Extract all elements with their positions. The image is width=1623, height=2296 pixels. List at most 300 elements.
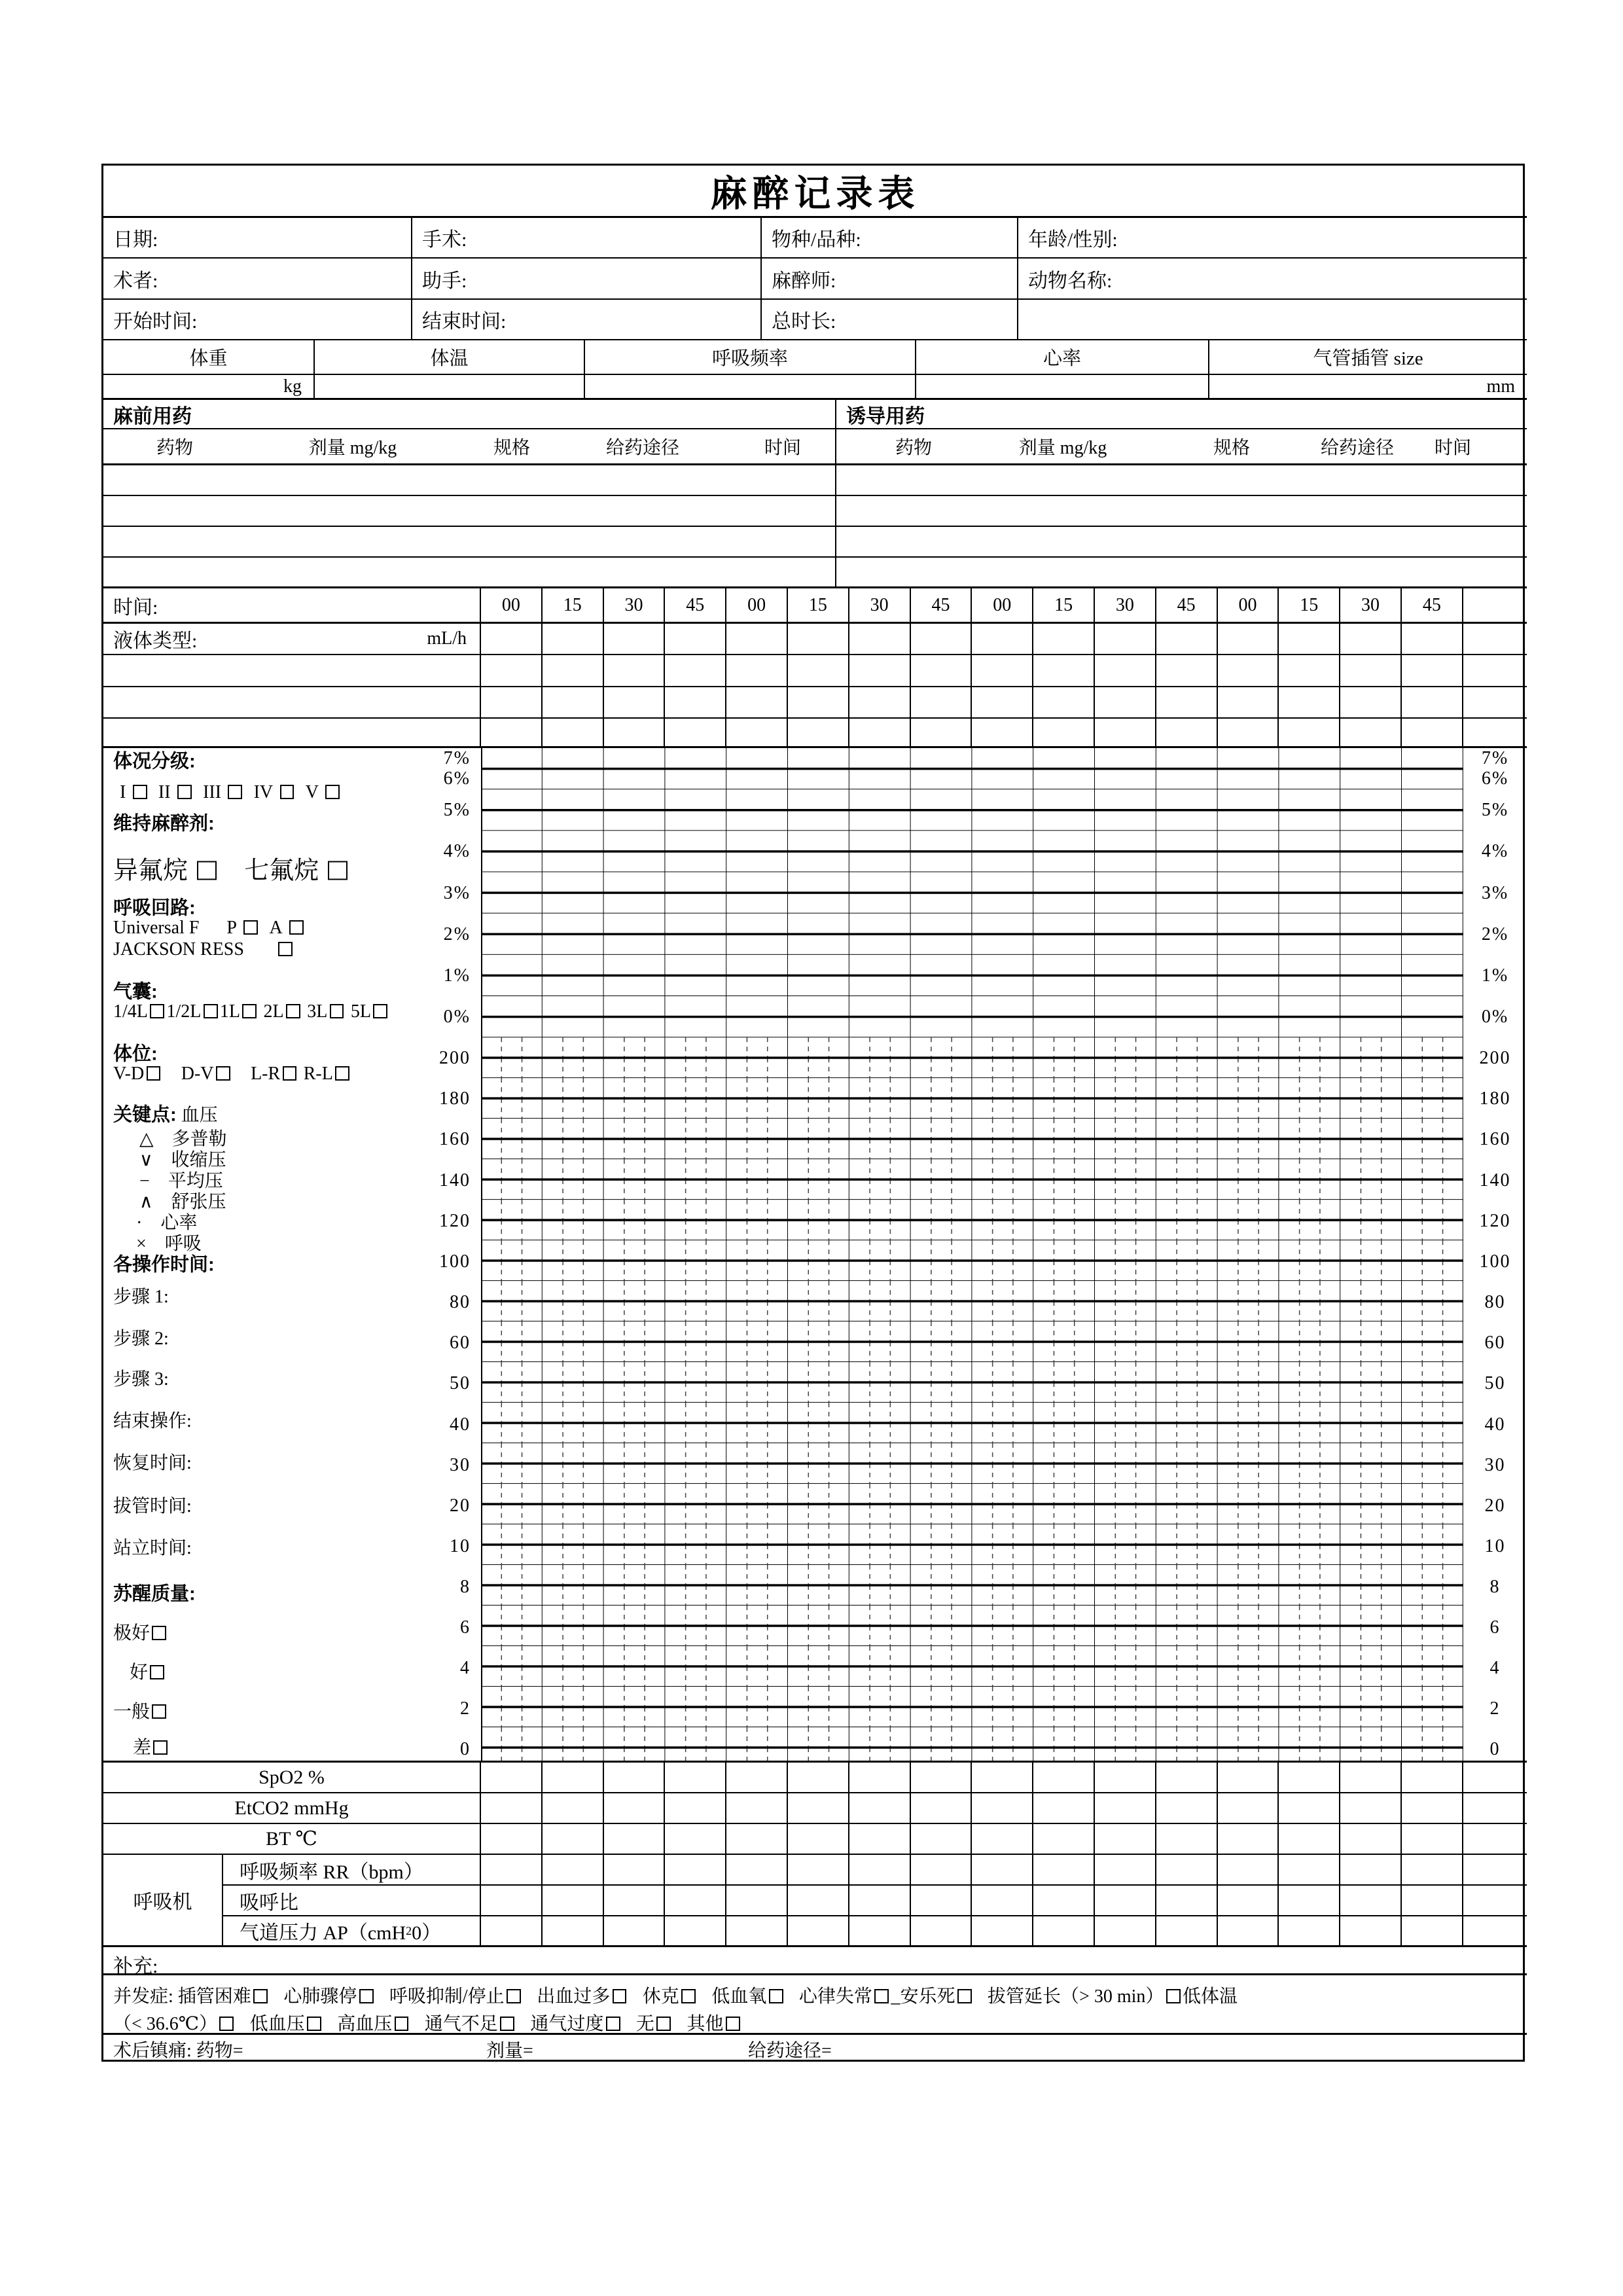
numeric-scale-label: 8	[1489, 1577, 1501, 1597]
grid-cell	[726, 719, 788, 746]
grid-cell	[1095, 1886, 1156, 1915]
position-options: V-D D-V L-R R-L	[113, 1064, 351, 1085]
grid-cell	[1033, 1824, 1095, 1854]
respiratory-rate-value-cell	[585, 375, 916, 398]
bt-label: BT ℃	[103, 1824, 481, 1854]
position-label: 体位:	[113, 1043, 158, 1065]
checkbox[interactable]	[681, 1989, 696, 2003]
chart-sidebar	[103, 748, 481, 1761]
grid-cell	[911, 1886, 972, 1915]
numeric-scale-label: 0	[1489, 1739, 1501, 1759]
premed-columns	[103, 429, 836, 463]
premed-entry-cell	[103, 527, 836, 556]
grid-cell	[1463, 624, 1527, 654]
total-duration-field: 总时长:	[762, 300, 1018, 339]
grid-cell	[1033, 1916, 1095, 1945]
percent-scale-label: 2%	[1481, 924, 1509, 944]
numeric-scale-label: 160	[439, 1129, 471, 1149]
grid-cell	[665, 687, 726, 717]
entry-cell-strip	[481, 719, 1527, 746]
checkbox[interactable]	[1166, 1989, 1181, 2003]
grid-cell	[665, 655, 726, 686]
grid-cell	[911, 687, 972, 717]
grid-cell: 00	[481, 588, 543, 622]
grid-cell	[604, 1824, 666, 1854]
grid-cell	[726, 1763, 788, 1792]
grid-cell	[543, 1763, 604, 1792]
chart-zone	[103, 748, 1527, 1763]
legend-respiration: × 呼吸	[136, 1234, 202, 1254]
grid-cell	[1156, 1886, 1218, 1915]
grid-cell	[849, 1855, 911, 1884]
numeric-scale-label: 2	[1489, 1698, 1501, 1719]
grid-cell	[1218, 1793, 1279, 1823]
grid-cell	[665, 1886, 726, 1915]
grid-cell	[849, 1793, 911, 1823]
numeric-scale-label: 10	[450, 1536, 471, 1556]
grid-cell	[1156, 1916, 1218, 1945]
numeric-scale-label: 20	[1484, 1496, 1506, 1516]
step2: 步骤 2:	[113, 1329, 169, 1349]
grid-cell	[1033, 1886, 1095, 1915]
grid-cell	[972, 624, 1033, 654]
heart-rate-header: 心率	[916, 340, 1209, 374]
grid-cell	[1218, 1824, 1279, 1854]
complications-row	[103, 1975, 1527, 2035]
med-col-header: 剂量 mg/kg	[1018, 438, 1107, 458]
checkbox[interactable]	[228, 785, 242, 799]
grid-cell	[1463, 1824, 1527, 1854]
age-sex-field: 年龄/性别:	[1028, 229, 1118, 251]
checkbox[interactable]	[507, 1989, 521, 2003]
grid-cell	[1156, 1824, 1218, 1854]
grid-cell	[1463, 1886, 1527, 1915]
grid-cell	[1095, 687, 1156, 717]
grid-cell	[788, 687, 849, 717]
checkbox[interactable]	[286, 1004, 300, 1018]
etco2-cell-strip	[481, 1793, 1527, 1823]
grid-cell	[1156, 1763, 1218, 1792]
entry-row	[103, 655, 1527, 687]
entry-label-cell	[103, 719, 481, 746]
quality-good: 好	[130, 1658, 167, 1684]
grid-cell	[481, 1763, 543, 1792]
kg-unit: kg	[283, 376, 302, 397]
grid-cell	[604, 624, 666, 654]
date-field: 日期:	[103, 218, 412, 257]
percent-scale-label: 5%	[443, 800, 471, 820]
ie-cell-strip	[481, 1886, 1527, 1915]
grid-cell	[1463, 1793, 1527, 1823]
complications-line-1: 并发症: 插管困难 心肺骤停 呼吸抑制/停止 出血过多 休克 低血氧 心律失常 _安乐死 拔管延长（> 30 min） 低体温	[113, 1986, 1238, 2007]
grid-cell	[604, 1886, 666, 1915]
grid-cell	[1402, 687, 1463, 717]
checkbox[interactable]	[133, 785, 147, 799]
grid-cell	[604, 1793, 666, 1823]
checkbox[interactable]	[656, 2017, 671, 2031]
grid-cell	[1279, 1855, 1340, 1884]
numeric-scale-label: 180	[439, 1088, 471, 1109]
spo2-label: SpO2 %	[103, 1763, 481, 1792]
checkbox[interactable]	[177, 785, 192, 799]
entry-row	[103, 719, 1527, 748]
grid-cell	[481, 1886, 543, 1915]
med-col-header: 药物	[895, 438, 933, 458]
time-label-cell	[103, 588, 481, 622]
checkbox[interactable]	[726, 2017, 740, 2031]
checkbox[interactable]	[152, 1626, 166, 1640]
checkbox[interactable]	[283, 1066, 297, 1081]
numeric-scale-label: 20	[450, 1496, 471, 1516]
bt-row	[103, 1824, 1527, 1855]
checkbox[interactable]	[204, 1004, 218, 1018]
checkbox[interactable]	[957, 1989, 972, 2003]
end-op: 结束操作:	[113, 1411, 192, 1431]
checkbox[interactable]	[613, 1989, 627, 2003]
time-tick-strip	[481, 588, 1527, 622]
grid-cell: 45	[665, 588, 726, 622]
med-col-header: 给药途径	[605, 438, 680, 458]
grid-cell	[1218, 1916, 1279, 1945]
percent-scale-label: 1%	[443, 965, 471, 986]
grid-cell	[788, 1855, 849, 1884]
checkbox[interactable]	[289, 920, 304, 935]
grid-cell	[1156, 1793, 1218, 1823]
checkbox[interactable]	[243, 920, 258, 935]
numeric-scale-label: 80	[1484, 1292, 1506, 1312]
grid-cell	[1279, 1793, 1340, 1823]
numeric-scale-label: 50	[1484, 1373, 1506, 1393]
grid-cell: 15	[788, 588, 849, 622]
grid-cell	[543, 624, 604, 654]
grid-cell	[1095, 624, 1156, 654]
grid-cell	[849, 1886, 911, 1915]
grid-cell	[911, 655, 972, 686]
grid-cell	[1095, 1793, 1156, 1823]
grid-cell	[1463, 1855, 1527, 1884]
postop-analgesia-row	[103, 2035, 1527, 2064]
checkbox[interactable]	[307, 2017, 321, 2031]
med-col-header: 规格	[1213, 438, 1251, 458]
grid-cell: 15	[1033, 588, 1095, 622]
ventilator-label: 呼吸机	[103, 1855, 223, 1947]
grid-cell	[726, 624, 788, 654]
checkbox[interactable]	[328, 861, 348, 880]
checkbox[interactable]	[359, 1989, 374, 2003]
grid-cell	[972, 1886, 1033, 1915]
percent-scale-label: 7%	[443, 748, 471, 768]
grid-cell	[1402, 655, 1463, 686]
grid-lines	[481, 748, 1463, 1761]
grid-cell	[665, 1763, 726, 1792]
entry-row	[103, 687, 1527, 719]
grid-cell	[604, 1916, 666, 1945]
grid-cell: 00	[1218, 588, 1279, 622]
grid-cell	[1279, 719, 1340, 746]
grid-cell	[481, 687, 543, 717]
percent-scale-label: 3%	[1481, 883, 1509, 903]
med-section-titles	[103, 400, 1527, 429]
checkbox[interactable]	[150, 1004, 164, 1018]
grid-cell	[1279, 1763, 1340, 1792]
grid-cell	[972, 1855, 1033, 1884]
et-tube-size-header: 气管插管 size	[1313, 348, 1423, 369]
heart-rate-value-cell	[916, 375, 1209, 398]
grid-cell	[1402, 719, 1463, 746]
numeric-scale-label: 140	[439, 1170, 471, 1191]
checkbox[interactable]	[242, 1004, 257, 1018]
checkbox[interactable]	[325, 785, 340, 799]
species-field: 物种/品种:	[762, 218, 1018, 257]
grid-cell	[1402, 1886, 1463, 1915]
grid-cell	[1095, 655, 1156, 686]
etco2-row	[103, 1793, 1527, 1824]
spo2-cell-strip	[481, 1763, 1527, 1792]
grid-cell	[1463, 687, 1527, 717]
info-row-2	[103, 259, 1527, 300]
grid-cell	[726, 1824, 788, 1854]
numeric-scale-label: 200	[1479, 1048, 1511, 1068]
numeric-scale-label: 4	[1489, 1658, 1501, 1678]
ap-cell-strip	[481, 1916, 1527, 1945]
grid-cell	[543, 719, 604, 746]
grid-cell	[1218, 719, 1279, 746]
breathing-circuit-label: 呼吸回路:	[113, 897, 196, 919]
grid-cell	[665, 1824, 726, 1854]
grid-cell	[543, 1855, 604, 1884]
numeric-scale-label: 30	[1484, 1455, 1506, 1475]
percent-scale-label: 0%	[443, 1007, 471, 1027]
grid-cell: 30	[1340, 588, 1402, 622]
checkbox[interactable]	[330, 1004, 344, 1018]
extubation-time: 拔管时间:	[113, 1496, 192, 1516]
grid-cell	[1095, 1824, 1156, 1854]
percent-scale-label: 4%	[443, 841, 471, 861]
right-scale-column	[1463, 748, 1527, 1761]
numeric-scale-label: 2	[460, 1698, 471, 1719]
surgery-field: 手术:	[412, 218, 762, 257]
legend-systolic: ∨ 收缩压	[139, 1150, 226, 1170]
maintenance-label: 维持麻醉剂:	[113, 813, 215, 834]
grid-cell	[1218, 624, 1279, 654]
checkbox[interactable]	[253, 1989, 268, 2003]
numeric-scale-label: 140	[1479, 1170, 1511, 1191]
maintenance-options: 异氟烷 七氟烷	[113, 850, 350, 886]
grid-cell	[849, 624, 911, 654]
grid-cell	[543, 1916, 604, 1945]
grid-cell	[481, 624, 543, 654]
grid-cell: 30	[849, 588, 911, 622]
bt-cell-strip	[481, 1824, 1527, 1854]
grid-cell	[481, 1855, 543, 1884]
rr-cell-strip	[481, 1855, 1527, 1884]
fluid-cell-strip	[481, 624, 1527, 654]
grid-cell	[911, 1793, 972, 1823]
grid-cell	[1279, 1824, 1340, 1854]
percent-scale-label: 3%	[443, 883, 471, 903]
legend-diastolic: ∧ 舒张压	[139, 1192, 226, 1212]
recovery-quality-label: 苏醒质量:	[113, 1583, 196, 1605]
grid-cell	[1402, 1916, 1463, 1945]
entry-cell-strip	[481, 687, 1527, 717]
med-header-row	[103, 429, 1527, 465]
grid-cell	[543, 687, 604, 717]
numeric-scale-label: 160	[1479, 1129, 1511, 1149]
grid-cell	[543, 1793, 604, 1823]
numeric-scale-label: 50	[450, 1373, 471, 1393]
grid-cell	[972, 719, 1033, 746]
fluid-row	[103, 624, 1527, 655]
grid-cell: 15	[543, 588, 604, 622]
grid-cell	[972, 655, 1033, 686]
weight-value-cell	[103, 375, 315, 398]
et-tube-size-value-cell	[1209, 375, 1527, 398]
checkbox[interactable]	[147, 1066, 161, 1081]
checkbox[interactable]	[874, 1989, 889, 2003]
grid-cell	[1463, 1916, 1527, 1945]
grid-cell	[1340, 1855, 1402, 1884]
grid-cell	[481, 1793, 543, 1823]
grid-cell	[788, 1886, 849, 1915]
complications-line-2: （< 36.6℃） 低血压 高血压 通气不足 通气过度 无 其他	[113, 2009, 742, 2036]
premed-entry-cell	[103, 558, 836, 586]
induction-entry-cell	[836, 496, 1527, 526]
ie-ratio-row	[223, 1886, 1527, 1916]
analgesia-route-label: 给药途径=	[748, 2041, 832, 2061]
grid-cell: 00	[726, 588, 788, 622]
anesthesia-record-form	[101, 164, 1525, 2062]
step1: 步骤 1:	[113, 1287, 169, 1307]
legend-heart-rate: · 心率	[136, 1213, 198, 1233]
grid-cell	[481, 719, 543, 746]
grid-cell	[604, 719, 666, 746]
percent-scale-label: 6%	[443, 768, 471, 789]
rr-label: 呼吸频率 RR（bpm）	[223, 1855, 481, 1884]
grid-cell	[1156, 719, 1218, 746]
grid-cell	[1402, 1824, 1463, 1854]
grid-cell	[1033, 687, 1095, 717]
percent-scale-label: 5%	[1481, 800, 1509, 820]
grid-cell: 45	[1156, 588, 1218, 622]
fluid-unit-label: mL/h	[427, 628, 467, 649]
grid-cell	[1340, 719, 1402, 746]
grid-cell: 45	[911, 588, 972, 622]
numeric-scale-label: 6	[1489, 1617, 1501, 1638]
checkbox[interactable]	[152, 1704, 166, 1719]
grid-cell	[1156, 1855, 1218, 1884]
med-col-header: 药物	[156, 438, 194, 458]
numeric-scale-label: 80	[450, 1292, 471, 1312]
grid-cell	[849, 655, 911, 686]
asa-grade-label: 体况分级:	[113, 751, 196, 772]
grid-cell	[1340, 655, 1402, 686]
checkbox[interactable]	[153, 1740, 168, 1755]
grid-cell	[1033, 624, 1095, 654]
supplement-label: 补充:	[113, 1956, 158, 1977]
grid-cell: 00	[972, 588, 1033, 622]
start-time-field: 开始时间:	[103, 300, 412, 339]
grid-cell	[543, 1886, 604, 1915]
checkbox[interactable]	[197, 861, 217, 880]
grid-cell	[849, 1916, 911, 1945]
percent-scale-label: 2%	[443, 924, 471, 944]
induction-entry-cell	[836, 527, 1527, 556]
analgesia-dose-label: 剂量=	[486, 2041, 533, 2061]
grid-cell	[849, 1763, 911, 1792]
checkbox[interactable]	[280, 785, 294, 799]
checkbox[interactable]	[500, 2017, 514, 2031]
end-time-field: 结束时间:	[412, 300, 762, 339]
grid-cell	[1463, 1763, 1527, 1792]
grid-cell	[1218, 1763, 1279, 1792]
numeric-scale-label: 4	[460, 1658, 471, 1678]
grid-cell	[788, 1916, 849, 1945]
numeric-scale-label: 8	[460, 1577, 471, 1597]
checkbox[interactable]	[335, 1066, 349, 1081]
step3: 步骤 3:	[113, 1369, 169, 1390]
checkbox[interactable]	[606, 2017, 620, 2031]
grid-cell	[1279, 1916, 1340, 1945]
grid-cell	[972, 1763, 1033, 1792]
checkbox[interactable]	[395, 2017, 409, 2031]
surgeon-field: 术者:	[103, 259, 412, 298]
grid-cell	[604, 655, 666, 686]
grid-cell	[1340, 1824, 1402, 1854]
checkbox[interactable]	[278, 942, 293, 956]
grid-cell	[1340, 1793, 1402, 1823]
med-col-header: 时间	[1434, 438, 1472, 458]
grid-cell	[1340, 687, 1402, 717]
med-col-header: 给药途径	[1320, 438, 1395, 458]
grid-cell	[726, 1916, 788, 1945]
med-col-header: 时间	[764, 438, 802, 458]
grid-cell	[1095, 719, 1156, 746]
grid-cell	[1095, 1916, 1156, 1945]
checkbox[interactable]	[373, 1004, 387, 1018]
grid-cell	[1095, 1855, 1156, 1884]
checkbox[interactable]	[216, 1066, 230, 1081]
grid-cell	[1033, 719, 1095, 746]
grid-cell	[788, 624, 849, 654]
grid-cell	[911, 719, 972, 746]
med-row	[103, 527, 1527, 558]
asa-grade-options: I II III IV V	[120, 782, 342, 803]
grid-cell	[1402, 1855, 1463, 1884]
assistant-field: 助手:	[412, 259, 762, 298]
grid-cell	[481, 1916, 543, 1945]
checkbox[interactable]	[219, 2017, 234, 2031]
grid-cell	[1218, 655, 1279, 686]
grid-cell	[1463, 588, 1527, 622]
grid-cell	[911, 1824, 972, 1854]
grid-cell: 45	[1402, 588, 1463, 622]
spo2-row	[103, 1763, 1527, 1793]
page-title: 麻醉记录表	[103, 166, 1527, 218]
etco2-label: EtCO2 mmHg	[103, 1793, 481, 1823]
checkbox[interactable]	[150, 1665, 164, 1679]
checkbox[interactable]	[769, 1989, 783, 2003]
grid-cell	[726, 687, 788, 717]
grid-cell	[1279, 1886, 1340, 1915]
grid-cell	[726, 1855, 788, 1884]
grid-cell: 30	[1095, 588, 1156, 622]
percent-scale-label: 1%	[1481, 965, 1509, 986]
grid-cell	[1402, 1763, 1463, 1792]
numeric-scale-label: 60	[450, 1333, 471, 1353]
grid-cell: 15	[1279, 588, 1340, 622]
bag-label: 气囊:	[113, 981, 158, 1003]
op-times-label: 各操作时间:	[113, 1254, 215, 1276]
